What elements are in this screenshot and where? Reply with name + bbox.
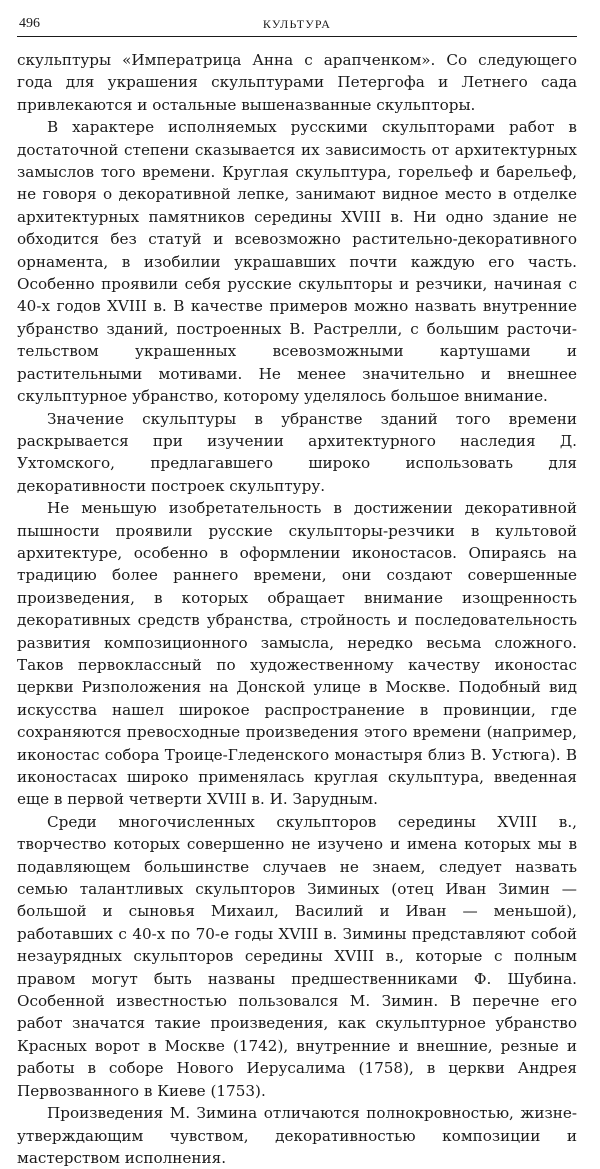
body-text xyxy=(17,49,577,1169)
page-number: 496 xyxy=(19,16,40,31)
book-page xyxy=(17,14,577,1169)
paragraph: Произведения М. Зимина отличаются полнокровностью, жизнеутверждающим чувством, декоративностью композиции и мастерством исполнения. xyxy=(17,1104,577,1167)
paragraph: Значение скульптуры в убранстве зданий того времени раскрывается при изучении архитектурного наследия Д. Ухтомского, предлагавшего широко использовать для декоративности построек скульптуру. xyxy=(17,409,577,495)
paragraph: В характере исполняемых русскими скульпторами работ в достаточной степени сказывается их зависимость от архитектурных замыслов того времени. Круглая скульптура, горельеф и барельеф, не говоря о декоративной лепке, занимают видное место в отделке архитектурных памятников середины XVIII в. Ни одно здание не обходится без статуй и всевозможно растительно-декоративного орнамента, в изобилии украшавших почти каждую его часть. Особенно проявили себя русские скульпторы и резчики, начиная с 40-х годов XVIII в. В качестве примеров можно назвать внутренние убранство зданий, построенных В. Растрелли, с большим расточительством украшенных всевозможными картушами и растительными мотивами. Не менее значительно и внешнее скульптурное убранство, которому уделялось большое внимание. xyxy=(17,118,577,406)
running-title: КУЛЬТУРА xyxy=(262,17,332,31)
paragraph: Не меньшую изобретательность в достижении декоративной пышности проявили русские скульпторы-резчики в культовой архитектуре, особенно в оформлении иконостасов. Опираясь на традицию более раннего времени, они создают совершенные произведения, в которых обращает внимание изощренность декоративных средств убранства, стройность и последовательность развития композиционного замысла, нередко весьма сложного. Таков первоклассный по художественному качеству иконостас церкви Ризположения на Донской улице в Москве. Подобный вид искусства нашел широкое распространение в провинции, где сохраняются превосходные произведения этого времени (например, иконостас собора Троице-Гледенского монастыря близ В. Устюга). В иконостасах широко применялась круглая скульптура, введенная еще в первой четверти XVIII в. И. Зарудным. xyxy=(17,499,577,809)
paragraph: скульптуры «Императрица Анна с арапченком». Со следующего года для украшения скульптурами Петергофа и Летнего сада привлекаются и остальные вышеназванные скульпторы. xyxy=(17,51,577,114)
page-header xyxy=(17,14,577,37)
paragraph: Среди многочисленных скульпторов середины XVIII в., творчество которых совершенно не изучено и имена которых мы в подавляющем большинстве случаев не знаем, следует назвать семью талантливых скульпторов Зиминых (отец Иван Зимин — большой и сыновья Михаил, Василий и Иван — меньшой), работавших с 40-х по 70-е годы XVIII в. Зимины представляют собой незаурядных скульпторов середины XVIII в., которые с полным правом могут быть названы предшественниками Ф. Шубина. Особенной известностью пользовался М. Зимин. В перечне его работ значатся такие произведения, как скульптурное убранство Красных ворот в Москве (1742), внутренние и внешние, резные и работы в соборе Нового Иерусалима (1758), в церкви Андрея Первозванного в Киеве (1753). xyxy=(17,812,577,1100)
